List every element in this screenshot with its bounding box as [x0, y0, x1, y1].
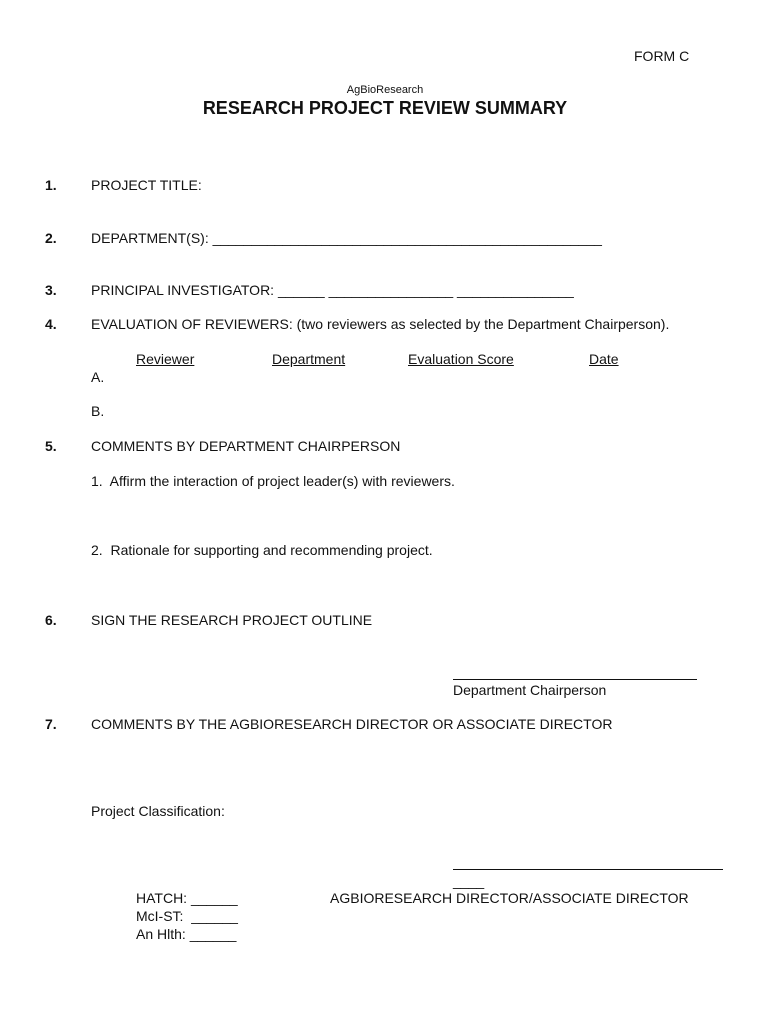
reviewer-row-a: A.: [91, 369, 105, 385]
chair-comments-label: COMMENTS BY DEPARTMENT CHAIRPERSON: [91, 438, 401, 454]
item-1-number: 1.: [45, 177, 57, 193]
department-column-header: Department: [272, 351, 346, 367]
departments-field: DEPARTMENT(S): __________________________________________________: [91, 230, 602, 246]
item-7-number: 7.: [45, 716, 57, 732]
page-title: RESEARCH PROJECT REVIEW SUMMARY: [202, 98, 568, 118]
form-label: FORM C: [634, 48, 690, 64]
principal-investigator-field: PRINCIPAL INVESTIGATOR: ______ ________________ _______________: [91, 282, 574, 298]
item-5-number: 5.: [45, 438, 57, 454]
chair-signature-line: [453, 679, 697, 680]
item-4-number: 4.: [45, 316, 57, 332]
chair-comment-2: 2. Rationale for supporting and recommending project.: [91, 542, 433, 558]
mcist-classification: McI-ST: ______: [136, 908, 238, 924]
director-comments-label: COMMENTS BY THE AGBIORESEARCH DIRECTOR OR ASSOCIATE DIRECTOR: [91, 716, 613, 732]
date-column-header: Date: [589, 351, 619, 367]
reviewer-row-b: B.: [91, 403, 105, 419]
animal-health-classification: An Hlth: ______: [136, 926, 237, 942]
item-6-number: 6.: [45, 612, 57, 628]
item-2-number: 2.: [45, 230, 57, 246]
sign-outline-label: SIGN THE RESEARCH PROJECT OUTLINE: [91, 612, 373, 628]
reviewer-column-header: Reviewer: [136, 351, 195, 367]
director-signature-line: [453, 869, 723, 870]
evaluation-of-reviewers-label: EVALUATION OF REVIEWERS: (two reviewers as selected by the Department Chairperson).: [91, 316, 670, 332]
hatch-classification: HATCH: ______: [136, 890, 238, 906]
director-signature-label: AGBIORESEARCH DIRECTOR/ASSOCIATE DIRECTOR: [330, 890, 689, 906]
chair-comment-1: 1. Affirm the interaction of project leader(s) with reviewers.: [91, 473, 455, 489]
director-signature-line-extra: ____: [453, 873, 485, 889]
org-name: AgBioResearch: [346, 84, 424, 96]
project-title-label: PROJECT TITLE:: [91, 177, 202, 193]
item-3-number: 3.: [45, 282, 57, 298]
chair-signature-label: Department Chairperson: [453, 682, 607, 698]
project-classification-label: Project Classification:: [91, 803, 225, 819]
evaluation-score-column-header: Evaluation Score: [408, 351, 514, 367]
